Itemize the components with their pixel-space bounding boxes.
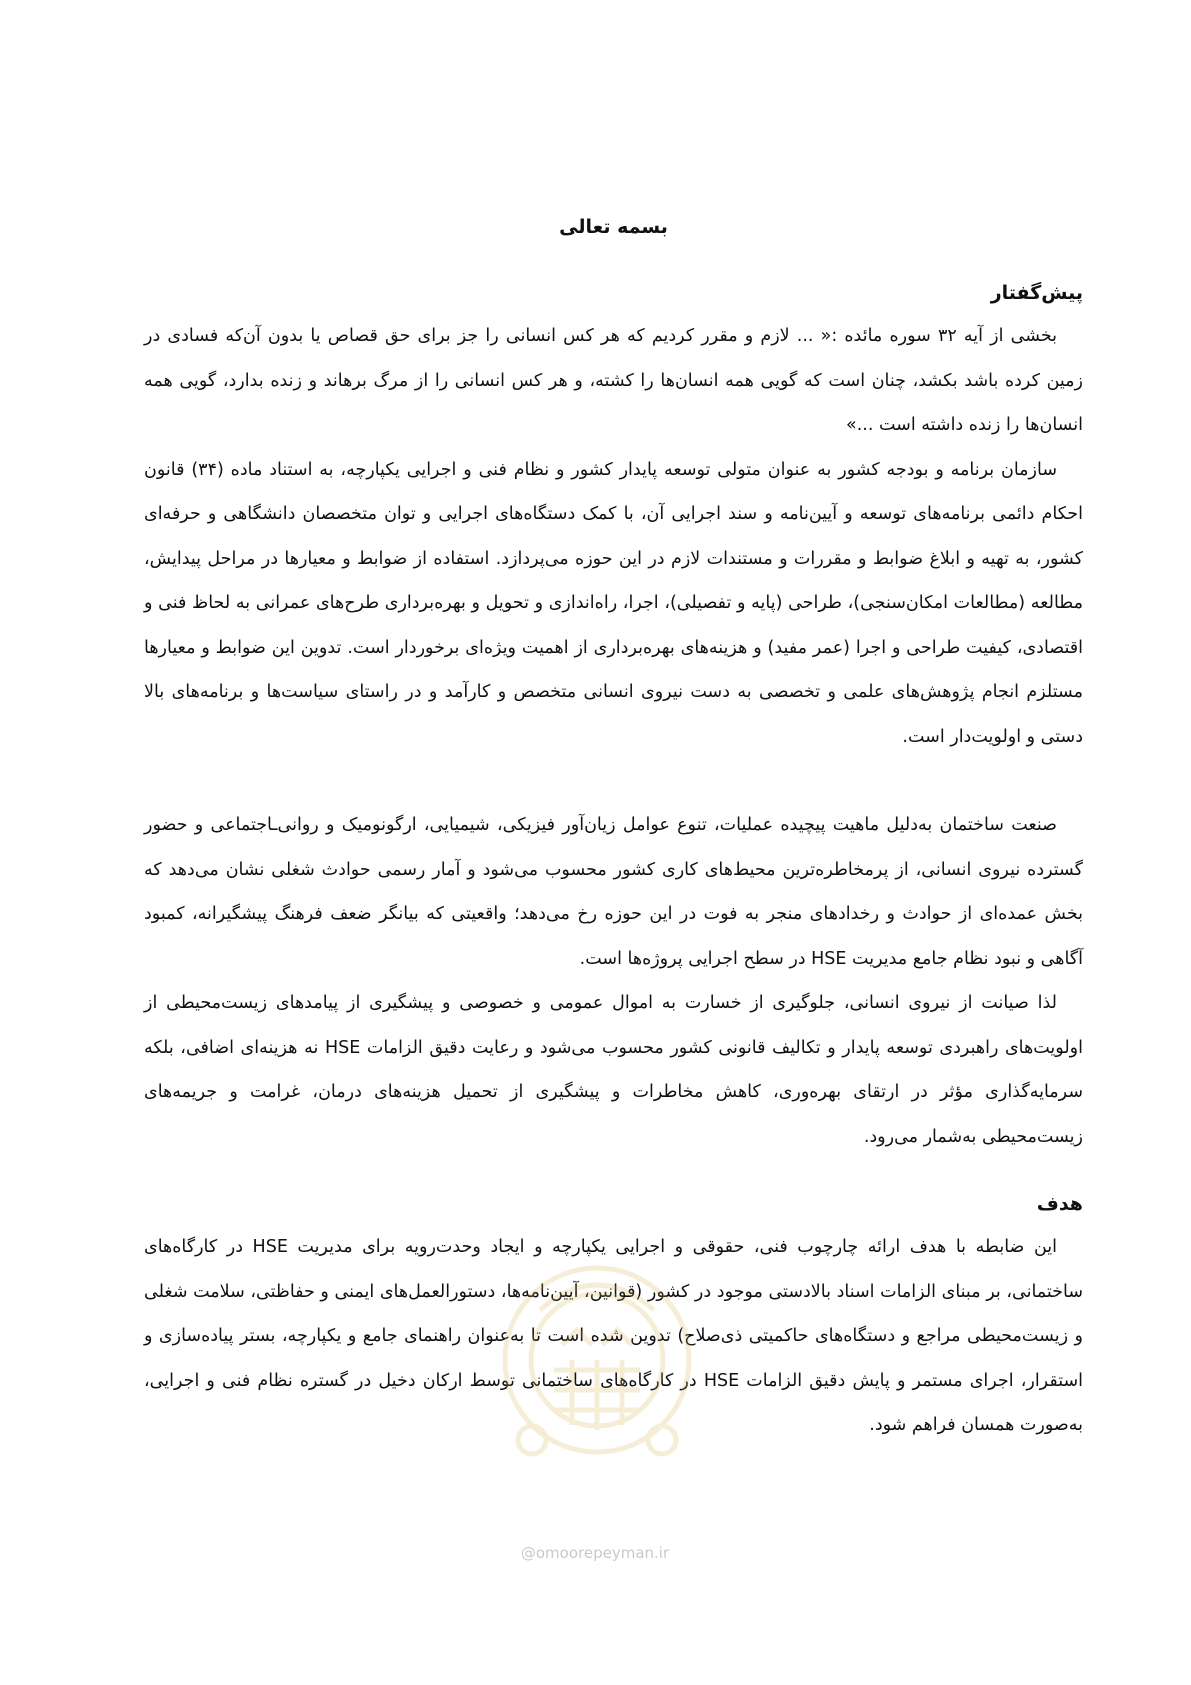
preface-paragraph-organization: سازمان برنامه و بودجه کشور به عنوان متولی توسعه پایدار کشور و نظام فنی و اجرایی یکپارچه، به استناد ماده (۳۴) قانون احکام دائمی برنامه‌های توسعه و آیین‌نامه و سند اجرایی آن، با کمک دستگاه‌های اجرایی و توان متخصصان دانشگاهی و حرفه‌ای کشور، به تهیه و ابلاغ ضوابط و مقررات و مستندات لازم در این حوزه می‌پردازد. استفاده از ضوابط و معیارها در مراحل پیدایش، مطالعه (مطالعات امکان‌سنجی)، طراحی (پایه و تفصیلی)، اجرا، راه‌اندازی و تحویل و بهره‌برداری طرح‌های عمرانی به لحاظ فنی و اقتصادی، کیفیت طراحی و اجرا (عمر مفید) و هزینه‌های بهره‌برداری از اهمیت ویژه‌ای برخوردار است. تدوین این ضوابط و معیارها مستلزم انجام پژوهش‌های علمی و تخصصی به دست نیروی انسانی متخصص و کارآمد و در راستای سیاست‌ها و برنامه‌های بالا دستی و اولویت‌دار است. (144, 459, 1083, 747)
preface-paragraph-protection: لذا صیانت از نیروی انسانی، جلوگیری از خسارت به اموال عمومی و خصوصی و پیشگیری از پیامدهای زیست‌محیطی از اولویت‌های راهبردی توسعه پایدار و تکالیف قانونی کشور محسوب می‌شود و رعایت دقیق الزامات HSE نه هزینه‌ای اضافی، بلکه سرمایه‌گذاری مؤثر در ارتقای بهره‌وری، کاهش مخاطرات و پیشگیری از تحمیل هزینه‌های درمان، غرامت و جریمه‌های زیست‌محیطی به‌شمار می‌رود. (144, 993, 1083, 1147)
basmala-title: بسمه تعالی (559, 216, 668, 238)
preface-paragraph-verse: بخشی از آیه ۳۲ سوره مائده :« ... لازم و مقرر کردیم که هر کس انسانی را جز برای حق قصاص یا بدون آن‌که فسادی در زمین کرده باشد بکشد، چنان است که گویی همه انسان‌ها را کشته، و هر کس انسانی را از مرگ برهاند و زنده بدارد، گویی همه انسان‌ها را زنده داشته است ...» (144, 326, 1083, 435)
goal-paragraph: این ضابطه با هدف ارائه چارچوب فنی، حقوقی و اجرایی یکپارچه و ایجاد وحدت‌رویه برای مدیریت HSE در کارگاه‌های ساختمانی، بر مبنای الزامات اسناد بالادستی موجود در کشور (قوانین، آیین‌نامه‌ها، دستورالعمل‌های ایمنی و حفاظتی، سلامت شغلی و زیست‌محیطی مراجع و دستگاه‌های حاکمیتی ذی‌صلاح) تدوین شده است تا به‌عنوان راهنمای جامع و یکپارچه، بستر پیاده‌سازی و استقرار، اجرای مستمر و پایش دقیق الزامات HSE در کارگاه‌های ساختمانی توسط ارکان دخیل در گستره نظام فنی و اجرایی، به‌صورت همسان فراهم شود. (144, 1237, 1083, 1435)
paragraph-spacer (144, 759, 1083, 803)
preface-heading: پیش‌گفتار (990, 282, 1083, 304)
preface-paragraph-construction-industry: صنعت ساختمان به‌دلیل ماهیت پیچیده عملیات، تنوع عوامل زیان‌آور فیزیکی، شیمیایی، ارگونومیک و روانی‌ـاجتماعی و حضور گسترده نیروی انسانی، از پرمخاطره‌ترین محیط‌های کاری کشور محسوب می‌شود و آمار رسمی حوادث شغلی نشان می‌دهد که بخش عمده‌ای از حوادث و رخدادهای منجر به فوت در این حوزه رخ می‌دهد؛ واقعیتی که بیانگر ضعف فرهنگ پیشگیرانه، کمبود آگاهی و نبود نظام جامع مدیریت HSE در سطح اجرایی پروژه‌ها است. (144, 815, 1083, 969)
goal-heading: هدف (1036, 1193, 1083, 1215)
document-body (144, 212, 1083, 1448)
section-spacer (144, 1159, 1083, 1189)
watermark-url: @omoorepeyman.ir (520, 1544, 670, 1562)
